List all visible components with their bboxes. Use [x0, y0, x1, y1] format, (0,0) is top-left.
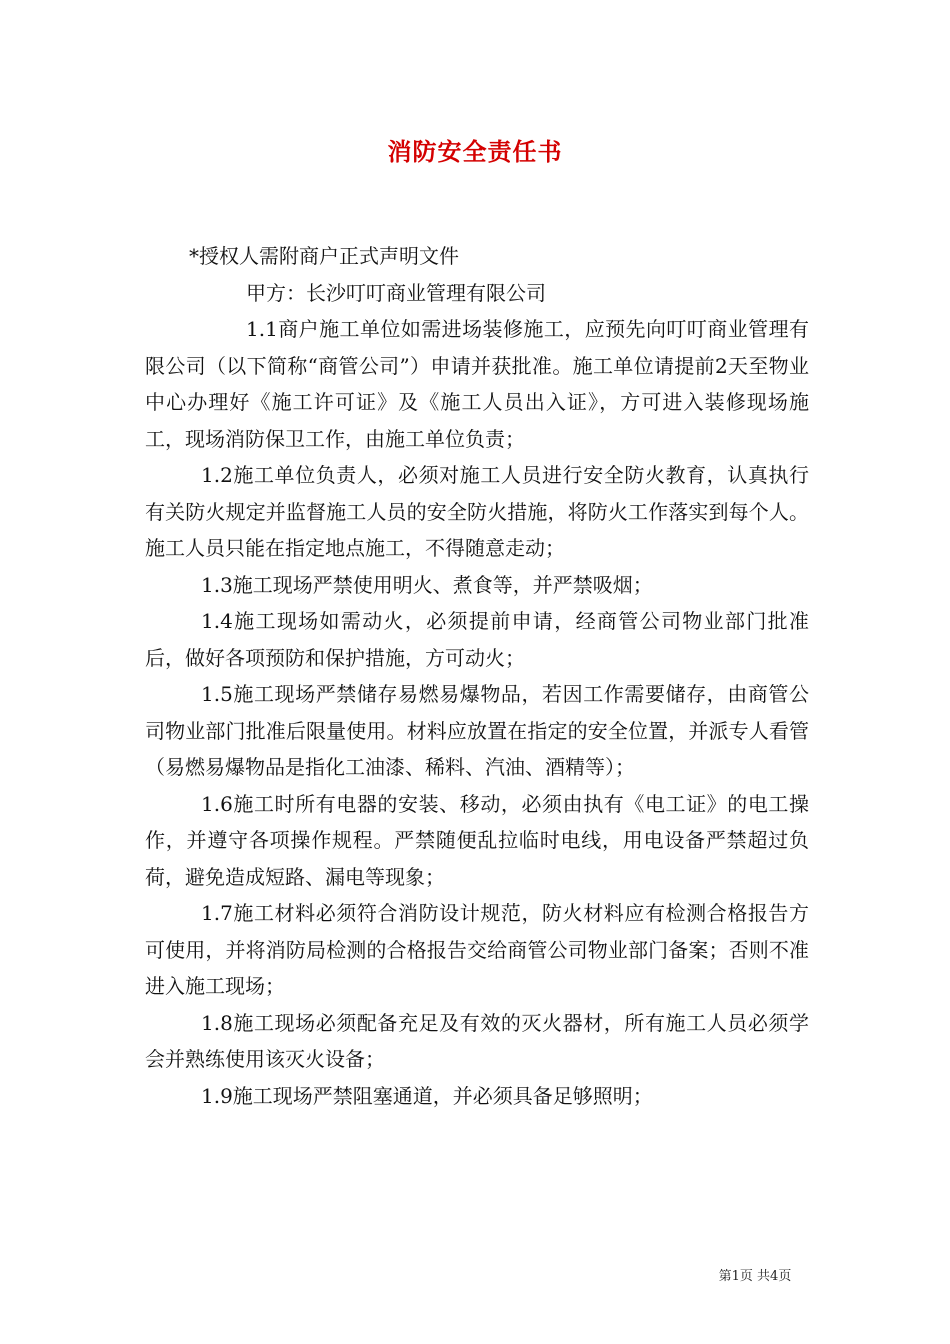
clause-1-2: 1.2施工单位负责人，必须对施工人员进行安全防火教育，认真执行有关防火规定并监督施工人员的安全防火措施，将防火工作落实到每个人。施工人员只能在指定地点施工，不得随意走动； — [145, 463, 809, 560]
clause-1-1: 1.1商户施工单位如需进场装修施工，应预先向叮叮商业管理有限公司（以下简称“商管公司”）申请并获批准。施工单位请提前2天至物业中心办理好《施工许可证》及《施工人员出入证》，方可进入装修现场施工，现场消防保卫工作，由施工单位负责； — [145, 317, 809, 451]
clause-1-8: 1.8施工现场必须配备充足及有效的灭火器材，所有施工人员必须学会并熟练使用该灭火设备； — [145, 1010, 809, 1071]
clause-1-7: 1.7施工材料必须符合消防设计规范，防火材料应有检测合格报告方可使用，并将消防局检测的合格报告交给商管公司物业部门备案；否则不准进入施工现场； — [145, 901, 809, 998]
clause-1-9: 1.9施工现场严禁阻塞通道，并必须具备足够照明； — [201, 1083, 653, 1108]
document-title: 消防安全责任书 — [387, 137, 563, 166]
document-body — [145, 238, 809, 1114]
party-a-line: 甲方：长沙叮叮商业管理有限公司 — [246, 280, 546, 305]
clause-1-3: 1.3施工现场严禁使用明火、煮食等，并严禁吸烟； — [201, 572, 653, 597]
page-number-footer: 第1页 共4页 — [718, 1269, 792, 1284]
clause-1-5: 1.5施工现场严禁储存易燃易爆物品，若因工作需要储存，由商管公司物业部门批准后限量使用。材料应放置在指定的安全位置，并派专人看管（易燃易爆物品是指化工油漆、稀料、汽油、酒精等）； — [145, 682, 809, 779]
clause-1-6: 1.6施工时所有电器的安装、移动，必须由执有《电工证》的电工操作，并遵守各项操作规程。严禁随便乱拉临时电线，用电设备严禁超过负荷，避免造成短路、漏电等现象； — [145, 791, 809, 889]
clause-1-4: 1.4施工现场如需动火，必须提前申请，经商管公司物业部门批准后，做好各项预防和保护措施，方可动火； — [145, 609, 809, 670]
authorization-note: *授权人需附商户正式声明文件 — [189, 244, 459, 268]
